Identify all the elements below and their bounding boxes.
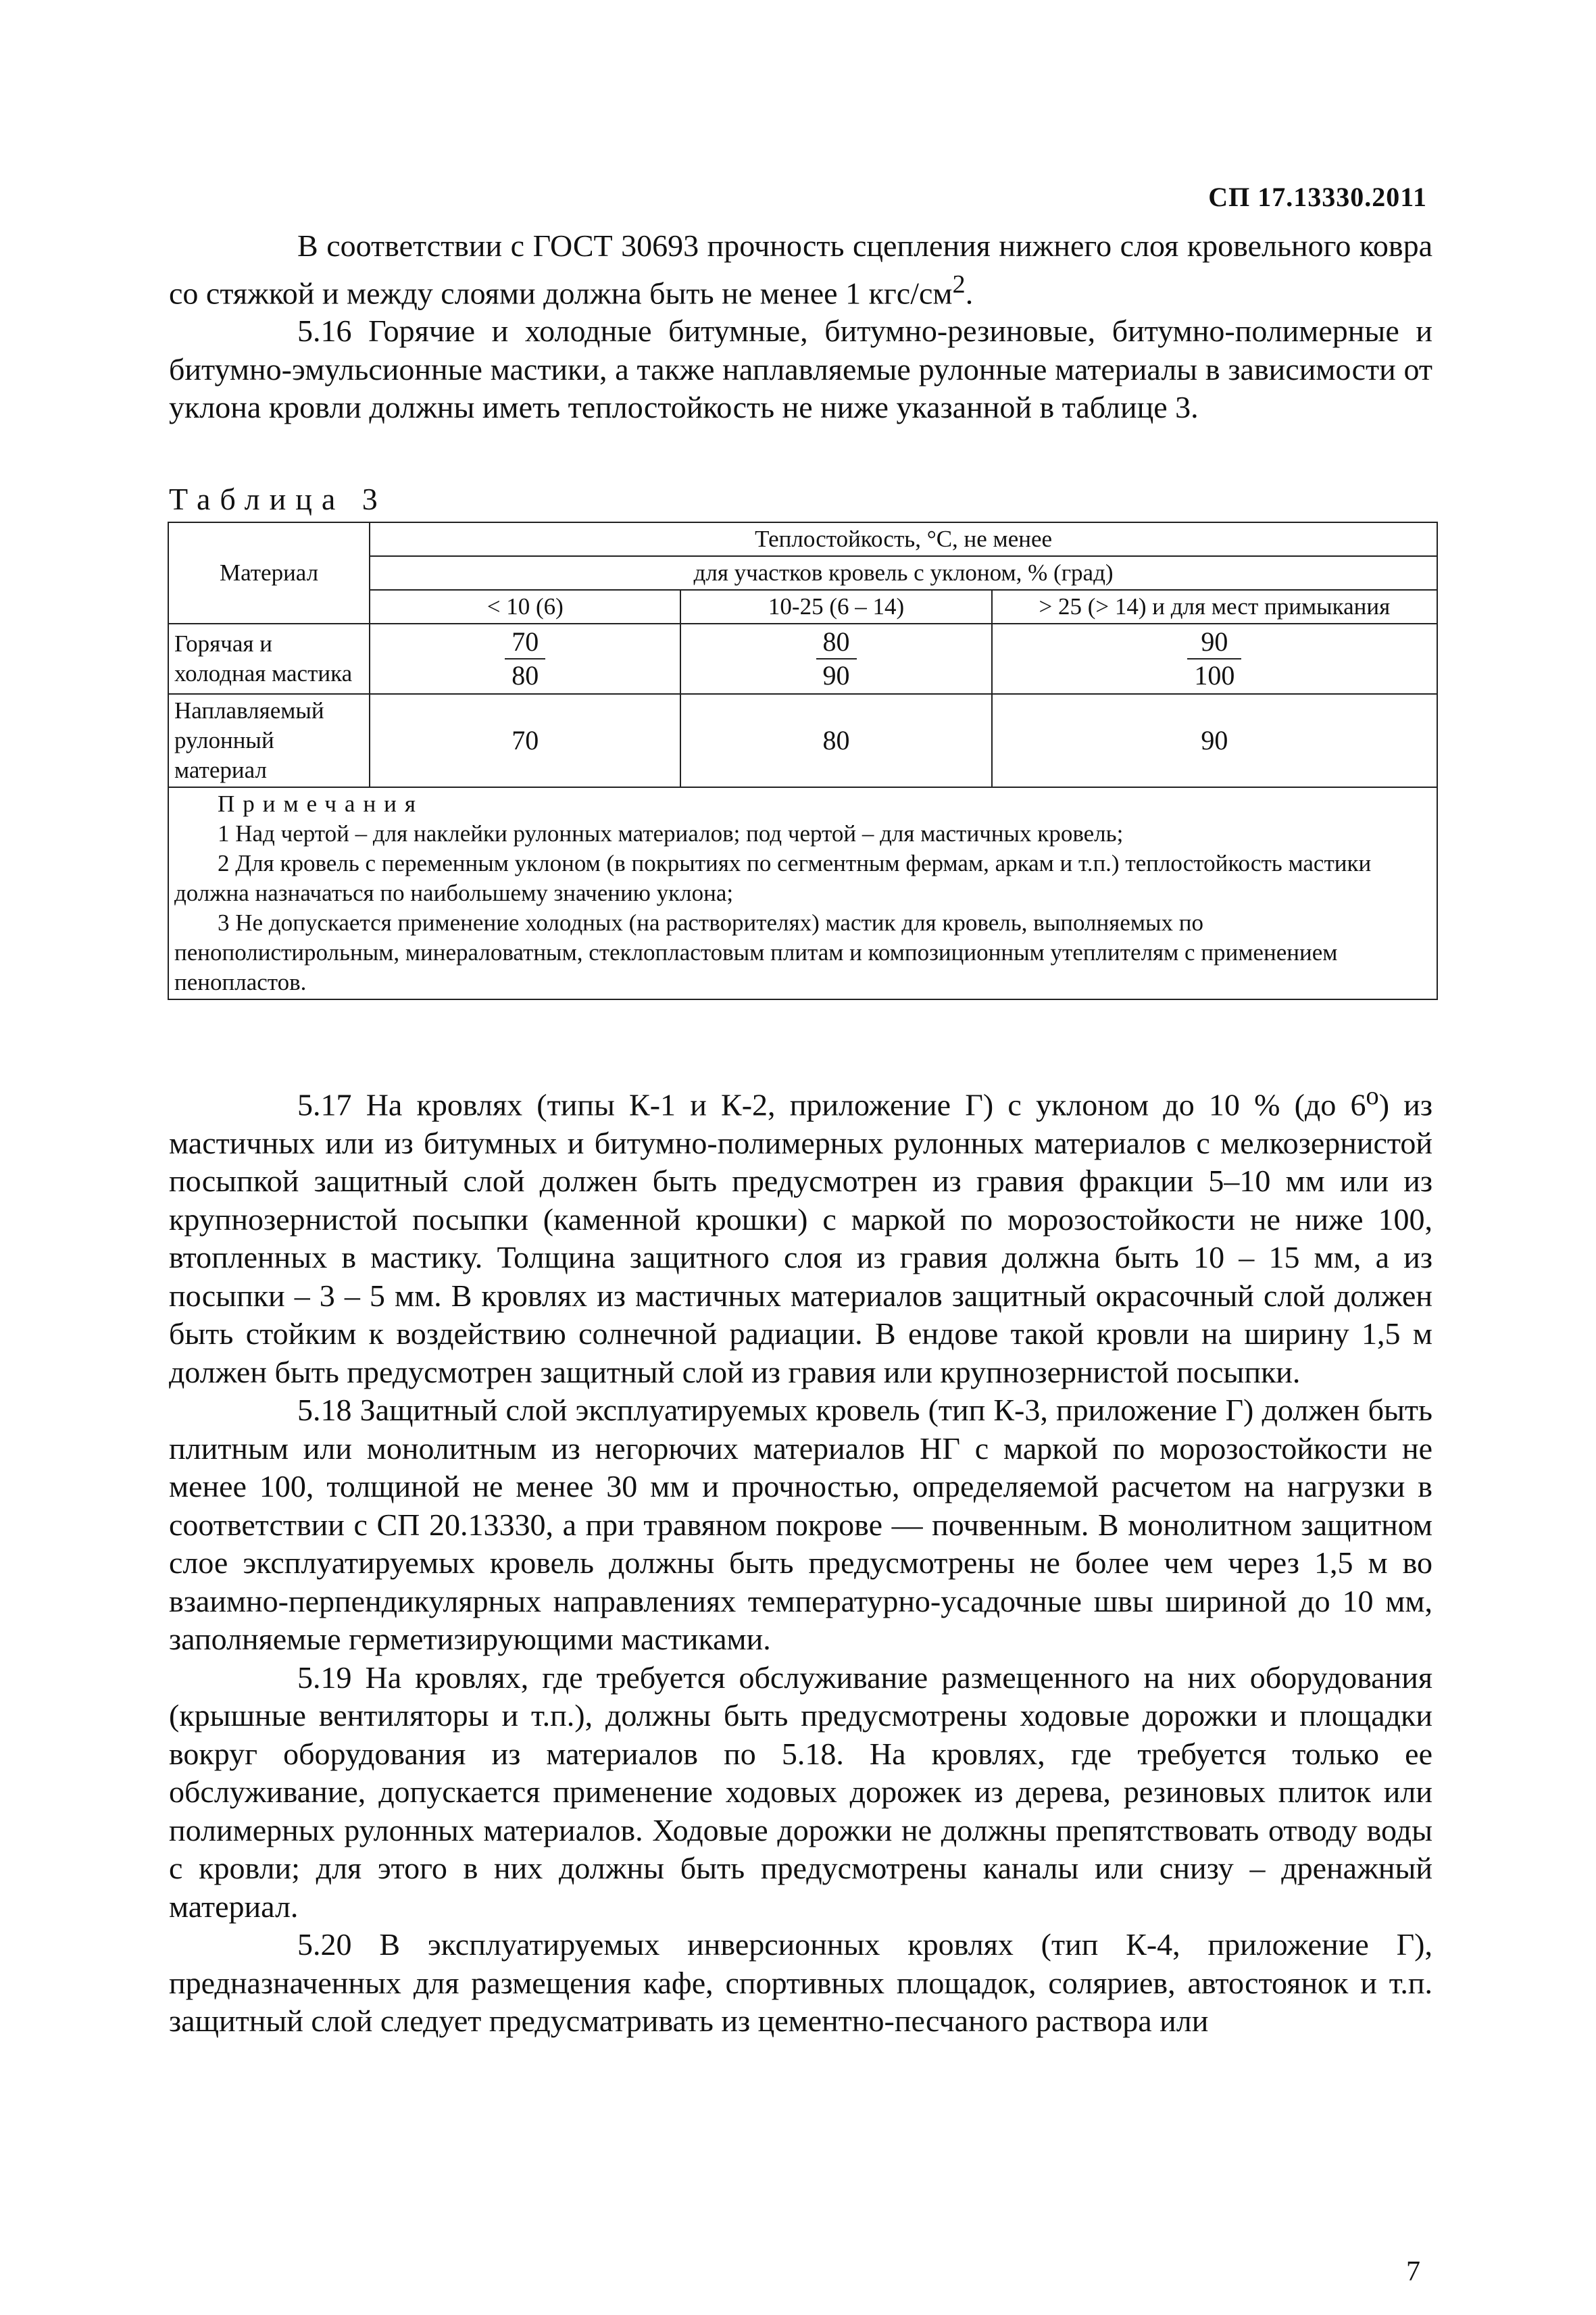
table-caption: Таблица 3: [169, 482, 387, 516]
header-material: Материал: [168, 522, 370, 624]
degree-superscript: о: [1366, 1082, 1379, 1110]
fraction-denominator: 100: [1194, 660, 1235, 691]
fraction-numerator: 70: [505, 626, 545, 659]
paragraph-adhesion-text: В соответствии с ГОСТ 30693 прочность сцепления нижнего слоя кровельного ковра со стяжкой и между слоями должна быть не менее 1 кгс/см: [169, 228, 1432, 310]
value-cell: 90: [992, 694, 1437, 787]
paragraph-5-18: 5.18 Защитный слой эксплуатируемых кровель (тип К-3, приложение Г) должен быть плитным или монолитным из негорючих материалов НГ с маркой по морозостойкости не менее 100, толщиной не менее 30 мм и прочностью, определяемой расчетом на нагрузки в соответствии с СП 20.13330, а при травяном покрове — почвенным. В монолитном защитном слое эксплуатируемых кровель должны быть предусмотрены не более чем через 1,5 м во взаимно-перпендикулярных направлениях температурно-усадочные швы шириной до 10 мм, заполняемые герметизирующими мастиками.: [169, 1393, 1432, 1657]
notes-title: Примечания: [218, 791, 424, 817]
paragraph-5-17-part-a: 5.17 На кровлях (типы К-1 и К-2, приложение Г) с уклоном до 10 % (до 6: [297, 1087, 1366, 1122]
note-1: 1 Над чертой – для наклейки рулонных материалов; под чертой – для мастичных кровель;: [218, 820, 1124, 847]
header-col-1: < 10 (6): [370, 590, 680, 624]
note-2: 2 Для кровель с переменным уклоном (в покрытиях по сегментным фермам, аркам и т.п.) теплостойкость мастики должна назначаться по наибольшему значению уклона;: [174, 850, 1372, 906]
header-heat-resistance: Теплостойкость, °С, не менее: [370, 522, 1437, 556]
fraction-numerator: 90: [1187, 626, 1241, 659]
value-cell: 80: [680, 694, 991, 787]
superscript-2: 2: [952, 270, 966, 299]
sections-text: [169, 1077, 1432, 2041]
note-3: 3 Не допускается применение холодных (на растворителях) мастик для кровель, выполняемых по пенополистирольным, минераловатным, стеклопластовым плитам и композиционным утеплителям с применением пенопластов.: [174, 910, 1338, 995]
fraction: [505, 626, 545, 692]
table-row: [168, 624, 1437, 694]
fraction: [816, 626, 857, 692]
header-col-2: 10-25 (6 – 14): [680, 590, 991, 624]
paragraph-5-16: 5.16 Горячие и холодные битумные, битумно-резиновые, битумно-полимерные и битумно-эмульсионные мастики, а также наплавляемые рулонные материалы в зависимости от уклона кровли должны иметь теплостойкость не ниже указанной в таблице 3.: [169, 314, 1432, 425]
paragraph-adhesion-end: .: [965, 275, 974, 310]
paragraph-5-19: 5.19 На кровлях, где требуется обслуживание размещенного на них оборудования (крышные вентиляторы и т.п.), должны быть предусмотрены ходовые дорожки и площадки вокруг оборудования из материалов по 5.18. На кровлях, где требуется только ее обслуживание, допускается применение ходовых дорожек из дерева, резиновых плиток или полимерных рулонных материалов. Ходовые дорожки не должны препятствовать отводу воды с кровли; для этого в них должны быть предусмотрены каналы или снизу – дренажный материал.: [169, 1660, 1432, 1924]
document-code: СП 17.13330.2011: [1208, 182, 1427, 212]
table-notes: [168, 787, 1437, 999]
paragraph-5-17: [169, 1077, 1432, 1391]
paragraph-5-20: 5.20 В эксплуатируемых инверсионных кровлях (тип К-4, приложение Г), предназначенных для размещения кафе, спортивных площадок, соляриев, автостоянок и т.п. защитный слой следует предусматривать из цементно-песчаного раствора или: [169, 1927, 1432, 2039]
value-cell: [680, 624, 991, 694]
paragraph-5-17-part-b: ) из мастичных или из битумных и битумно-полимерных рулонных материалов с мелкозернистой посыпкой защитный слой должен быть предусмотрен из гравия фракции 5–10 мм или из крупнозернистой посыпки (каменной крошки) с маркой по морозостойкости не ниже 100, втопленных в мастику. Толщина защитного слоя из гравия должна быть 10 – 15 мм, а из посыпки – 3 – 5 мм. В кровлях из мастичных материалов защитный окрасочный слой должен быть стойким к воздействию солнечной радиации. В ендове такой кровли на ширину 1,5 м должен быть предусмотрен защитный слой из гравия или крупнозернистой посыпки.: [169, 1087, 1433, 1389]
table-3: [168, 522, 1438, 1000]
row-material: Наплавляемый рулонный материал: [168, 694, 370, 787]
fraction-numerator: 80: [816, 626, 857, 659]
header-slope: для участков кровель с уклоном, % (град): [370, 556, 1437, 590]
fraction-denominator: 80: [512, 660, 539, 691]
fraction-denominator: 90: [822, 660, 850, 691]
paragraph-adhesion: [169, 227, 1432, 312]
intro-text: [169, 227, 1432, 427]
value-cell: [992, 624, 1437, 694]
fraction: [1187, 626, 1241, 692]
page-number: 7: [1406, 2256, 1420, 2287]
row-material: Горячая и холодная мастика: [168, 624, 370, 694]
value-cell: [370, 624, 680, 694]
value-cell: 70: [370, 694, 680, 787]
header-col-3: > 25 (> 14) и для мест примыкания: [992, 590, 1437, 624]
table-row: [168, 694, 1437, 787]
